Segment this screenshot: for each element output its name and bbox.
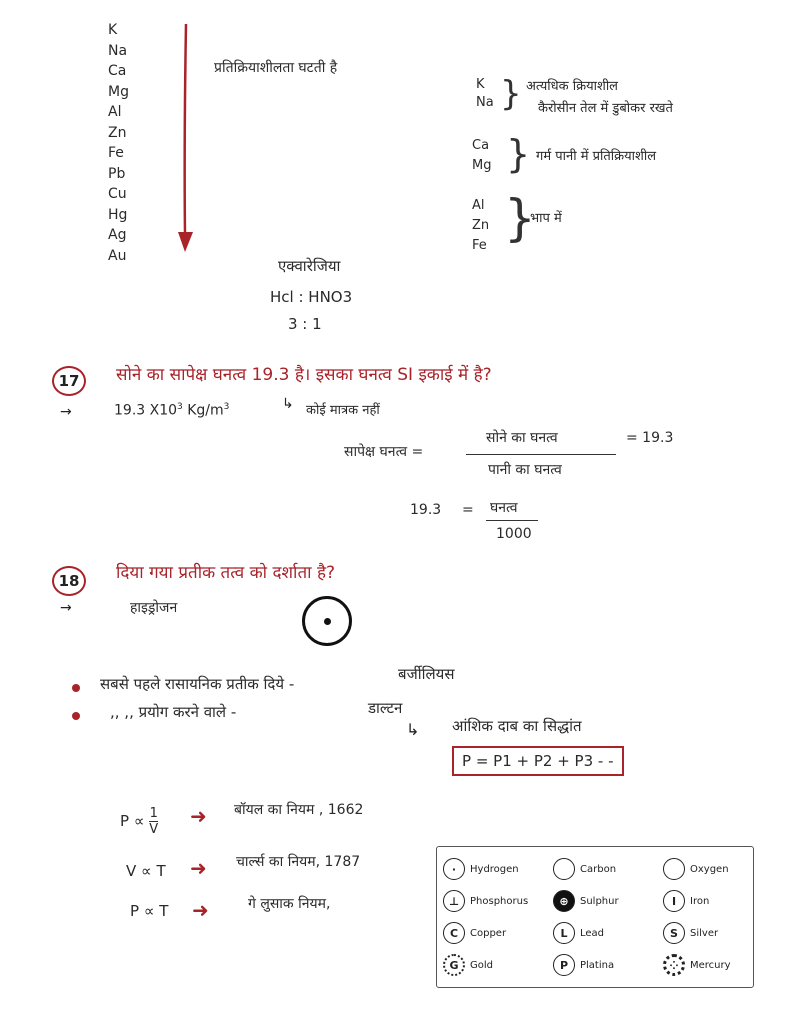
element-zn: Zn [108, 124, 127, 141]
partial-pressure-formula-box: P = P1 + P2 + P3 - - [452, 746, 624, 776]
group-k-na-elements: K Na [476, 77, 494, 110]
legend-copper: C Copper [443, 919, 506, 947]
lead-icon: L [553, 922, 575, 944]
legend-gold: G Gold [443, 951, 493, 979]
legend-hydrogen: · Hydrogen [443, 855, 519, 883]
legend-iron: I Iron [663, 887, 709, 915]
iron-icon: I [663, 890, 685, 912]
element-k: K [108, 22, 118, 38]
q17-numerator: सोने का घनत्व [486, 430, 558, 446]
reactivity-element-list [108, 20, 148, 266]
element-fe: Fe [108, 145, 124, 161]
hydrogen-symbol-circle [302, 596, 352, 646]
q18-answer-arrow: → [60, 600, 72, 616]
aqua-regia-formula: Hcl : HNO3 [270, 288, 353, 306]
element-au: Au [108, 247, 127, 264]
q17-fraction-line [466, 454, 616, 455]
q17-answer: 19.3 $X10^3$ $Kg/m^3$ [114, 402, 230, 419]
reactivity-trend-label: प्रतिक्रियाशीलता घटती है [214, 60, 338, 76]
q18-answer: हाइड्रोजन [130, 600, 178, 616]
hydrogen-icon: · [443, 858, 465, 880]
element-ca: Ca [108, 63, 127, 79]
charles-arrow: ➜ [190, 856, 207, 880]
bullet-1-answer: बर्जीलियस [398, 665, 455, 683]
element-cu: Cu [108, 186, 127, 202]
legend-mercury: ⁘ Mercury [663, 951, 731, 979]
partial-pressure-arrow: ↳ [406, 720, 420, 739]
legend-platina: P Platina [553, 951, 614, 979]
mercury-icon: ⁘ [663, 954, 685, 976]
bullet-2-text: ,, ,, प्रयोग करने वाले - [110, 703, 237, 721]
boyle-relation: P ∝ $\frac{1}{V}$ [120, 806, 159, 837]
element-al: Al [108, 104, 122, 120]
q17-note-arrow: ↳ [282, 396, 294, 412]
bullet-dot-1 [72, 684, 80, 692]
gay-lussac-relation: P ∝ T [130, 902, 169, 920]
q17-result: = 19.3 [626, 430, 674, 446]
q17-question: सोने का सापेक्ष घनत्व 19.3 है। इसका घनत्व SI इकाई में है? [116, 365, 492, 385]
element-na: Na [108, 42, 128, 59]
reactivity-down-arrow [174, 22, 198, 254]
q17-number-circle: 17 [52, 366, 86, 396]
q17-eq-left: 19.3 [410, 502, 442, 518]
element-hg: Hg [108, 206, 128, 223]
q17-denominator: पानी का घनत्व [488, 462, 562, 478]
legend-sulphur: ⊕ Sulphur [553, 887, 619, 915]
q17-rel-density-label: सापेक्ष घनत्व = [344, 444, 424, 460]
boyle-law-name: बॉयल का नियम , 1662 [234, 802, 364, 818]
boyle-arrow: ➜ [190, 804, 207, 828]
aqua-regia-ratio: 3 : 1 [288, 315, 322, 333]
partial-pressure-label: आंशिक दाब का सिद्धांत [452, 717, 582, 735]
group-al-zn-fe-brace: } [504, 189, 536, 247]
bullet-2-answer: डाल्टन [368, 699, 403, 717]
q18-number-circle: 18 [52, 566, 86, 596]
hydrogen-symbol-dot [324, 618, 331, 625]
group-k-na-brace: } [500, 74, 522, 114]
gay-lussac-arrow: ➜ [192, 898, 209, 922]
legend-oxygen: Oxygen [663, 855, 729, 883]
group-k-na-note1: अत्यधिक क्रियाशील [526, 79, 618, 94]
dalton-symbols-legend [436, 846, 754, 988]
q17-eq-sign: = [462, 502, 474, 518]
legend-phosphorus: ⊥ Phosphorus [443, 887, 528, 915]
q17-note: कोई मात्रक नहीं [306, 403, 380, 418]
aqua-regia-title: एक्वारेजिया [278, 257, 341, 275]
q17-eq-numerator: घनत्व [490, 500, 518, 516]
group-ca-mg-note: गर्म पानी में प्रतिक्रियाशील [536, 149, 657, 164]
element-pb: Pb [108, 165, 126, 182]
legend-carbon: Carbon [553, 855, 616, 883]
group-ca-mg-brace: } [506, 132, 531, 176]
q17-answer-arrow: → [60, 404, 72, 420]
group-k-na-note2: कैरोसीन तेल में डुबोकर रखते [538, 101, 673, 116]
bullet-1-text: सबसे पहले रासायनिक प्रतीक दिये - [100, 675, 295, 693]
element-mg: Mg [108, 83, 129, 100]
charles-law-name: चार्ल्स का नियम, 1787 [236, 854, 361, 870]
silver-icon: S [663, 922, 685, 944]
group-al-zn-fe-elements: Al Zn Fe [472, 198, 490, 253]
carbon-icon [553, 858, 575, 880]
legend-silver: S Silver [663, 919, 718, 947]
gay-lussac-law-name: गे लुसाक नियम, [248, 896, 331, 912]
copper-icon: C [443, 922, 465, 944]
gold-icon: G [443, 954, 465, 976]
legend-lead: L Lead [553, 919, 604, 947]
oxygen-icon [663, 858, 685, 880]
q17-eq-fraction-line [486, 520, 538, 521]
q17-eq-denominator: 1000 [496, 526, 532, 542]
phosphorus-icon: ⊥ [443, 890, 465, 912]
group-al-zn-fe-note: भाप में [530, 211, 562, 226]
charles-relation: V ∝ T [126, 862, 166, 880]
platina-icon: P [553, 954, 575, 976]
sulphur-icon: ⊕ [553, 890, 575, 912]
element-ag: Ag [108, 227, 127, 243]
q18-question: दिया गया प्रतीक तत्व को दर्शाता है? [116, 563, 336, 583]
group-ca-mg-elements: Ca Mg [472, 138, 492, 173]
bullet-dot-2 [72, 712, 80, 720]
